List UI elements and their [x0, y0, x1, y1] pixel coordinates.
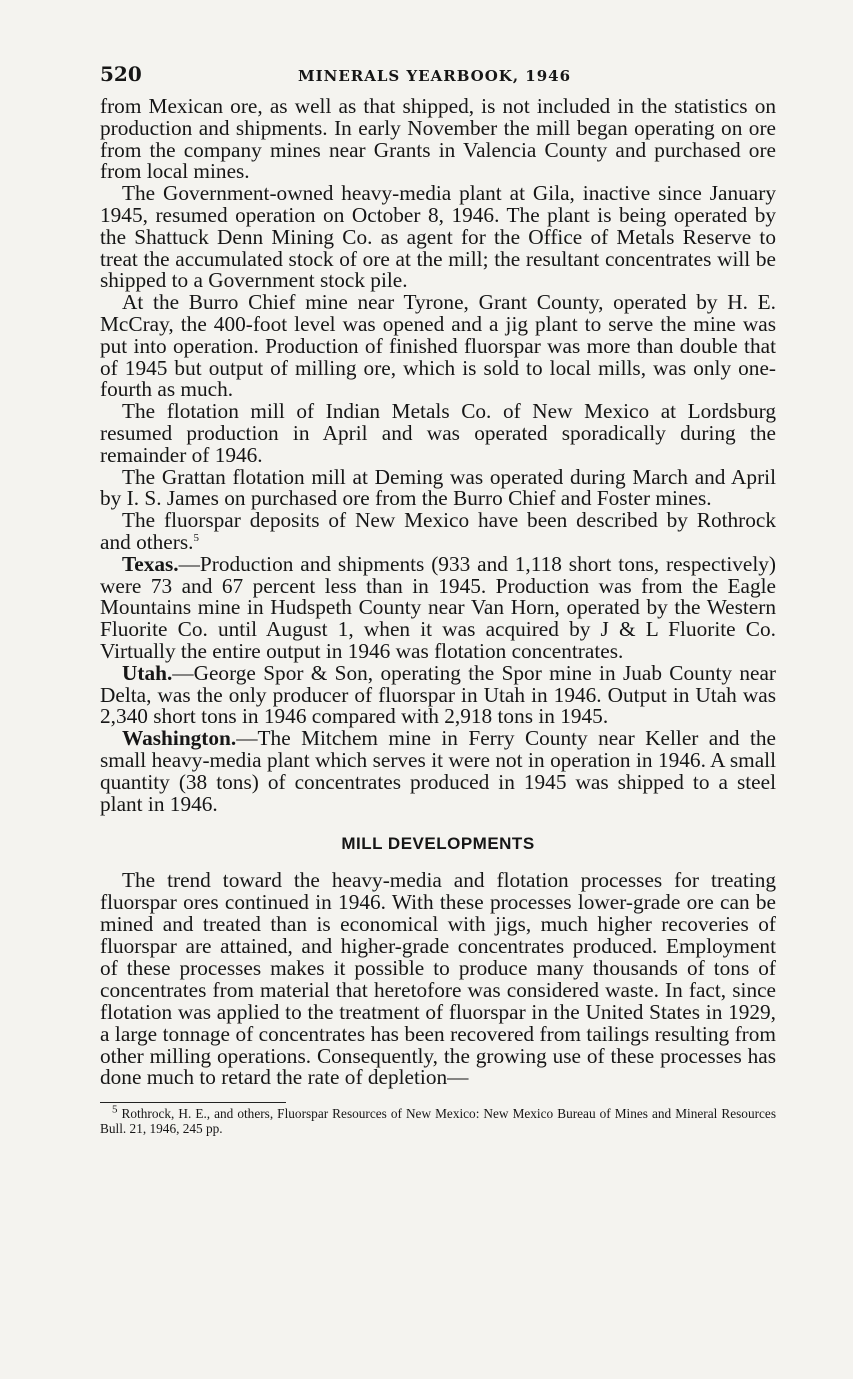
paragraph-mexican-ore: from Mexican ore, as well as that shipped, is not included in the statistics on production and shipments. In early November the mill began operating on ore from the company mines near Grants in Valencia County and purchased ore from local mines.: [100, 94, 776, 184]
state-heading-texas: Texas.: [122, 551, 179, 576]
washington-text: —The Mitchem mine in Ferry County near Keller and the small heavy-media plant which serves it were not in operation in 1946. A small quantity (38 tons) of concentrates produced in 1945 was shipped to a steel plant in 1946.: [100, 726, 776, 816]
footnote: [100, 1103, 776, 1136]
paragraph-burro-chief: At the Burro Chief mine near Tyrone, Grant County, operated by H. E. McCray, the 400-foot level was opened and a jig plant to serve the mine was put into operation. Production of finished fluorspar was more than double that of 1945 but output of milling ore, which is sold to local mills, was only one-fourth as much.: [100, 290, 776, 402]
state-heading-utah: Utah.: [122, 660, 173, 685]
footnote-divider: [100, 1102, 286, 1103]
paragraph-texas: [100, 551, 776, 663]
utah-text: —George Spor & Son, operating the Spor mine in Juab County near Delta, was the only producer of fluorspar in Utah in 1946. Output in Utah was 2,340 short tons in 1946 compared with 2,918 tons in 1945.: [100, 660, 776, 729]
texas-text: —Production and shipments (933 and 1,118 short tons, respectively) were 73 and 67 percent less than in 1945. Production was from the Eagle Mountains mine in Hudspeth County near Van Horn, operated by the Western Fluorite Co. until August 1, when it was acquired by J & L Fluorite Co. Virtually the entire output in 1946 was flotation concentrates.: [100, 551, 776, 663]
body-text: [100, 96, 776, 1089]
page-number: 520: [100, 62, 142, 86]
footnote-marker: 5: [112, 1103, 118, 1116]
paragraph-gila-plant: The Government-owned heavy-media plant at Gila, inactive since January 1945, resumed operation on October 8, 1946. The plant is being operated by the Shattuck Denn Mining Co. as agent for the Office of Metals Reserve to treat the accumulated stock of ore at the mill; the resultant concentrates will be shipped to a Government stock pile.: [100, 181, 776, 293]
paragraph-grattan-mill: The Grattan flotation mill at Deming was operated during March and April by I. S. James on purchased ore from the Burro Chief and Foster mines.: [100, 464, 776, 511]
paragraph-washington: [100, 728, 776, 815]
footnote-text: Rothrock, H. E., and others, Fluorspar Resources of New Mexico: New Mexico Bureau of Mines and Mineral Resources Bull. 21, 1946, 245 pp.: [100, 1106, 776, 1136]
running-head: MINERALS YEARBOOK, 1946: [298, 67, 572, 85]
footnote-reference: 5: [193, 531, 199, 544]
document-page: [100, 62, 776, 1136]
page-header: [100, 62, 776, 92]
paragraph-utah: [100, 660, 776, 729]
paragraph-mill-developments: The trend toward the heavy-media and flotation processes for treating fluorspar ores continued in 1946. With these processes lower-grade ore can be mined and treated than is economical with jigs, much higher recoveries of fluorspar are attained, and higher-grade concentrates produced. Employment of these processes makes it possible to produce many thousands of tons of concentrates from material that heretofore was considered waste. In fact, since flotation was applied to the treatment of fluorspar in the United States in 1929, a large tonnage of concentrates has been recovered from tailings resulting from other milling operations. Consequently, the growing use of these processes has done much to retard the rate of depletion—: [100, 868, 776, 1090]
state-heading-washington: Washington.: [122, 726, 237, 751]
section-heading: MILL DEVELOPMENTS: [341, 834, 535, 854]
paragraph-lordsburg-mill: The flotation mill of Indian Metals Co. of New Mexico at Lordsburg resumed production in April and was operated sporadically during the remainder of 1946.: [100, 399, 776, 467]
rothrock-text: The fluorspar deposits of New Mexico have been described by Rothrock and others.: [100, 508, 776, 554]
paragraph-rothrock-reference: [100, 510, 776, 554]
